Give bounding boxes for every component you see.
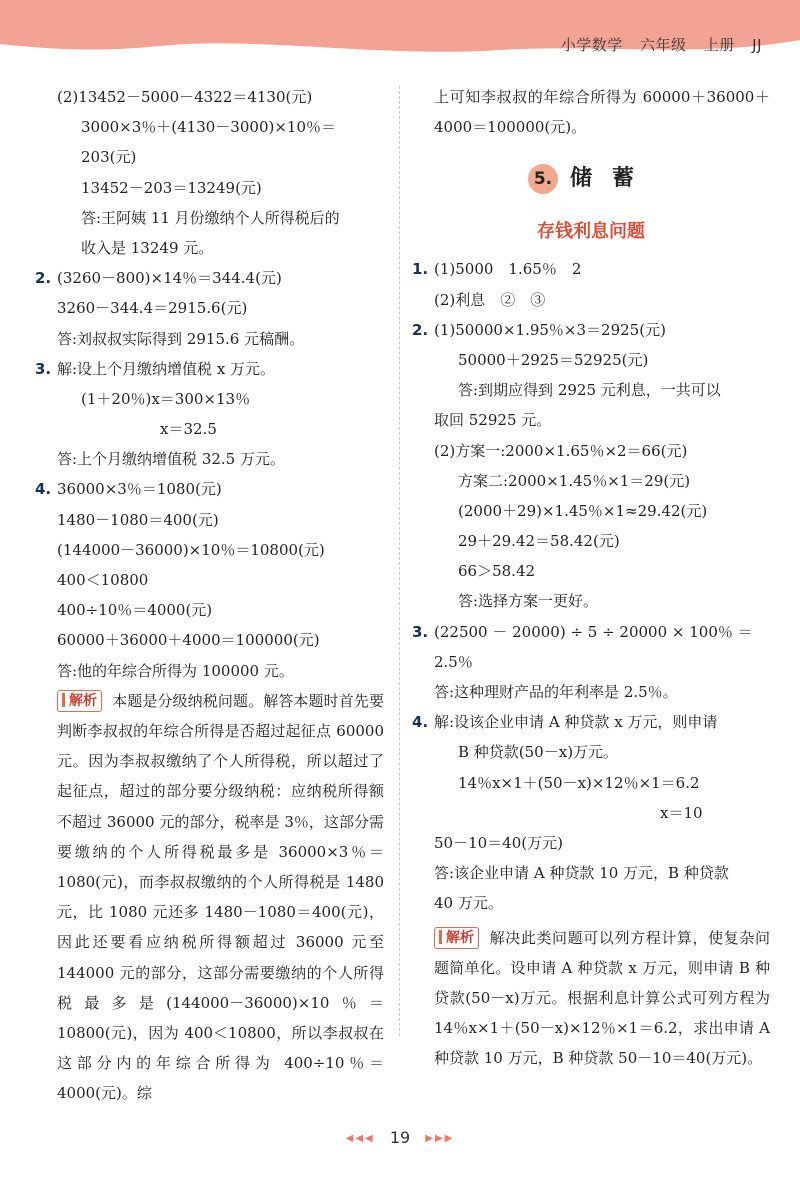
answer-line: 答:该企业申请 A 种贷款 10 万元，B 种贷款 bbox=[434, 864, 729, 883]
question-1 bbox=[412, 254, 770, 284]
equation-line: 14％x×1＋(50－x)×12％×1＝6.2 bbox=[458, 773, 700, 792]
analysis-tag: 解析 bbox=[57, 690, 102, 712]
answer-line: (2)方案一:2000×1.65％×2＝66(元) bbox=[434, 441, 688, 460]
question-3 bbox=[412, 617, 770, 647]
answer-line: (1)5000 1.65％ 2 bbox=[434, 260, 582, 279]
question-4 bbox=[35, 474, 390, 504]
answer-line: 3260－344.4＝2915.6(元) bbox=[57, 299, 248, 318]
section-subtitle: 存钱利息问题 bbox=[537, 221, 645, 243]
question-number: 2. bbox=[35, 269, 52, 288]
answer-line: 50000＋2925＝52925(元) bbox=[458, 350, 649, 369]
answer-line: 400＜10800 bbox=[57, 571, 149, 589]
answer-line: 方案二:2000×1.45％×1＝29(元) bbox=[458, 471, 691, 490]
left-arrows-icon: ◀◀◀ bbox=[345, 1133, 375, 1144]
section-name: 储蓄 bbox=[569, 166, 654, 192]
answer-line: 60000＋36000＋4000＝100000(元) bbox=[57, 631, 320, 650]
header-book-info bbox=[549, 34, 762, 55]
answer-line: 答:这种理财产品的年利率是 2.5％。 bbox=[434, 683, 678, 702]
answer-line: (144000－36000)×10％＝10800(元) bbox=[57, 540, 325, 559]
question-number: 4. bbox=[412, 713, 429, 732]
answer-line: 答:到期应得到 2925 元利息，一共可以 bbox=[458, 381, 721, 400]
section-title bbox=[412, 148, 770, 210]
header-subject: 小学数学 bbox=[560, 36, 623, 54]
answer-line: 答:选择方案一更好。 bbox=[458, 592, 599, 611]
header-band bbox=[0, 0, 800, 62]
answer-line: 1480－1080＝400(元) bbox=[57, 510, 219, 529]
question-number: 1. bbox=[412, 260, 429, 279]
header-edition: JJ bbox=[752, 36, 762, 54]
analysis-text: 本题是分级纳税问题。解答本题时首先要判断李叔叔的年综合所得是否超过起征点 60000 元。因为李叔叔缴纳了个人所得税，所以超过了起征点，超过的部分要分级纳税：应纳税所得额不超过 36000 元的部分，税率是 3％，这部分需要缴纳的个人所得税最多是 36000×3％＝1080(元)，而李叔叔缴纳的个人所得税是 1480 元，比 1080 元还多 1480－1080＝400(元)，因此还要看应纳税所得额超过 36000 元至 144000 元的部分，这部分需要缴纳的个人所得税最多是(144000－36000)×10％＝10800(元)，因为 400＜10800，所以李叔叔在这部分内的年综合所得为 400÷10％＝4000(元)。综 bbox=[57, 691, 384, 1103]
analysis-tag: 解析 bbox=[434, 927, 479, 949]
question-4 bbox=[412, 707, 770, 737]
question-number: 2. bbox=[412, 320, 429, 339]
answer-line: 50－10＝40(万元) bbox=[434, 833, 563, 852]
answer-line: 3000×3％＋(4130－3000)×10％＝ bbox=[81, 118, 336, 137]
answer-line: 答:上个月缴纳增值税 32.5 万元。 bbox=[57, 450, 285, 469]
answer-line: 收入是 13249 元。 bbox=[81, 238, 214, 257]
left-column bbox=[35, 82, 390, 1109]
column-divider bbox=[399, 86, 400, 1036]
answer-line: 66＞58.42 bbox=[458, 562, 536, 581]
page-footer bbox=[0, 1128, 800, 1147]
answer-line: 解:设该企业申请 A 种贷款 x 万元，则申请 bbox=[434, 713, 718, 732]
analysis-block bbox=[412, 923, 770, 1074]
header-volume: 上册 bbox=[703, 36, 735, 54]
answer-line: (2)13452－5000－4322＝4130(元) bbox=[57, 88, 313, 106]
question-3 bbox=[35, 354, 390, 384]
equation-line: (1＋20％)x＝300×13％ bbox=[81, 389, 251, 408]
answer-line: 36000×3％＝1080(元) bbox=[57, 480, 222, 499]
answer-line: 29＋29.42＝58.42(元) bbox=[458, 532, 620, 551]
answer-line: 400÷10％＝4000(元) bbox=[57, 601, 213, 620]
answer-line: 203(元) bbox=[81, 148, 137, 167]
answer-line: 解:设上个月缴纳增值税 x 万元。 bbox=[57, 359, 276, 378]
question-2 bbox=[412, 315, 770, 345]
answer-line: 2.5％ bbox=[434, 652, 473, 671]
answer-line: (3260－800)×14％＝344.4(元) bbox=[57, 269, 282, 288]
question-number: 4. bbox=[35, 480, 52, 499]
equation-line: x＝32.5 bbox=[160, 420, 217, 439]
right-arrows-icon: ▶▶▶ bbox=[425, 1133, 455, 1144]
question-number: 3. bbox=[412, 622, 429, 641]
section-number: 5. bbox=[528, 164, 558, 194]
answer-line: (2000＋29)×1.45％×1≈29.42(元) bbox=[458, 501, 708, 520]
answer-line: (2)利息 ② ③ bbox=[434, 290, 546, 309]
question-number: 3. bbox=[35, 359, 52, 378]
answer-line: 答:他的年综合所得为 100000 元。 bbox=[57, 661, 294, 680]
answer-line: B 种贷款(50－x)万元。 bbox=[458, 743, 619, 762]
answer-line: 40 万元。 bbox=[434, 894, 503, 913]
answer-line: 答:王阿姨 11 月份缴纳个人所得税后的 bbox=[81, 208, 340, 227]
header-grade: 六年级 bbox=[640, 36, 687, 54]
right-column bbox=[412, 82, 770, 1074]
continued-text: 上可知李叔叔的年综合所得为 60000＋36000＋4000＝100000(元)。 bbox=[434, 88, 770, 137]
answer-line: (1)50000×1.95％×3＝2925(元) bbox=[434, 320, 666, 339]
answer-line: (22500 － 20000) ÷ 5 ÷ 20000 × 100％ ＝ bbox=[434, 622, 753, 641]
analysis-block bbox=[35, 686, 390, 1109]
equation-line: x＝10 bbox=[660, 803, 703, 822]
page-number: 19 bbox=[389, 1128, 411, 1147]
answer-line: 取回 52925 元。 bbox=[434, 411, 552, 430]
answer-line: 答:刘叔叔实际得到 2915.6 元稿酬。 bbox=[57, 329, 305, 348]
answer-line: 13452－203＝13249(元) bbox=[81, 178, 262, 197]
question-2 bbox=[35, 263, 390, 293]
analysis-text: 解决此类问题可以列方程计算，使复杂问题简单化。设申请 A 种贷款 x 万元，则申请 B 种贷款(50－x)万元。根据利息计算公式可列方程为 14％x×1＋(50－x)×12％×1＝6.2，求出申请 A 种贷款 10 万元，B 种贷款 50－10＝40(万元)。 bbox=[434, 928, 770, 1068]
